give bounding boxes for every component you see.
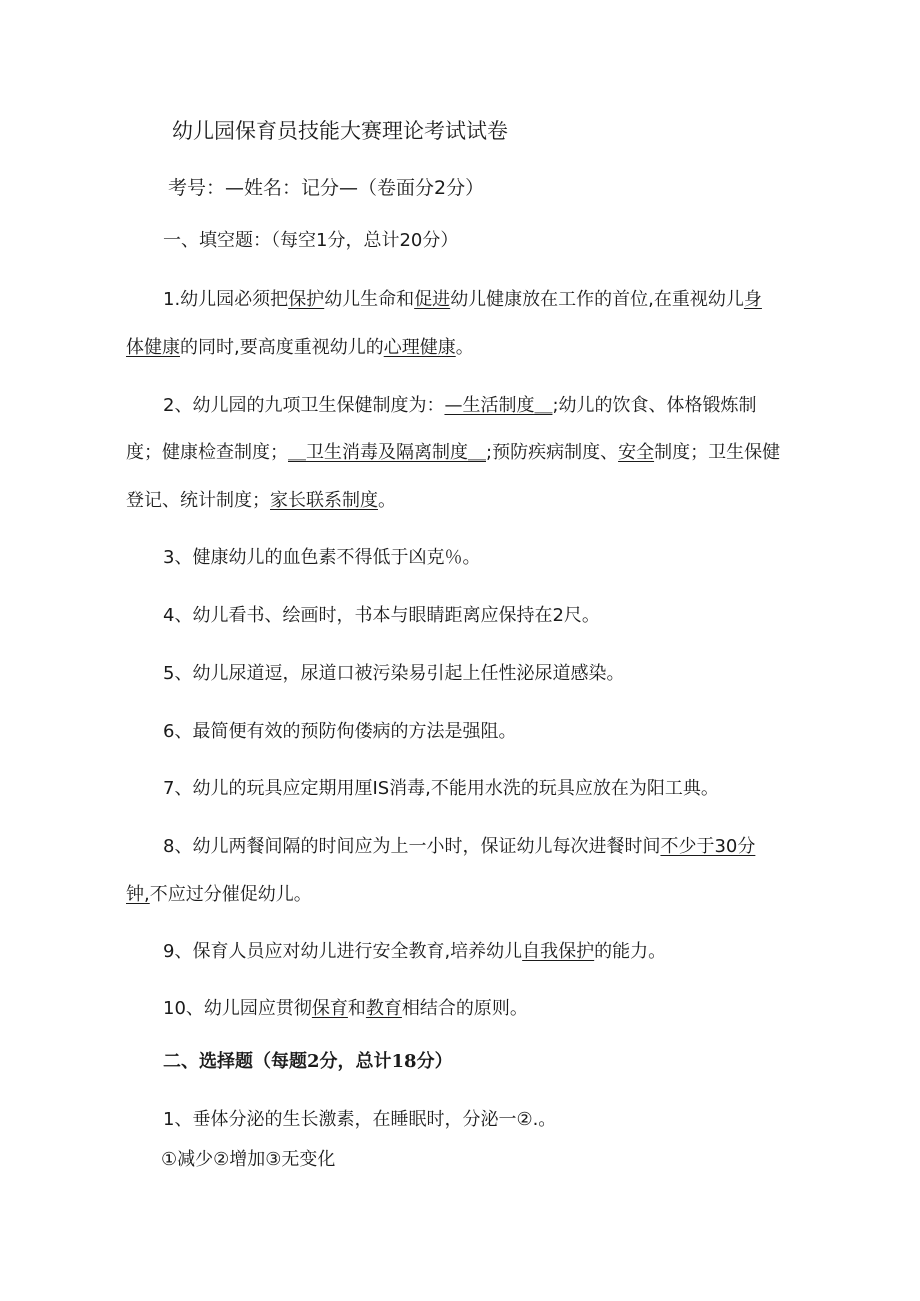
- question-8-line-2: 钟,不应过分催促幼儿。: [126, 884, 312, 905]
- mc-question-1-options: ①减少②增加③无变化: [161, 1149, 336, 1170]
- question-5: 5、幼儿尿道逗，尿道口被污染易引起上任性泌尿道感染。: [163, 663, 625, 684]
- question-9: 9、保育人员应对幼儿进行安全教育,培养幼儿自我保护的能力。: [163, 941, 667, 962]
- section-multiple-choice-heading: 二、选择题（每题2分，总计18分）: [163, 1051, 453, 1072]
- question-1-line-1: 1.幼儿园必须把保护幼儿生命和促进幼儿健康放在工作的首位,在重视幼儿身: [163, 289, 762, 310]
- question-4: 4、幼儿看书、绘画时，书本与眼睛距离应保持在2尺。: [163, 605, 600, 626]
- question-10: 10、幼儿园应贯彻保育和教育相结合的原则。: [163, 998, 528, 1019]
- question-2-line-2: 度；健康检查制度；＿卫生消毒及隔离制度＿;预防疾病制度、安全制度；卫生保健: [126, 442, 781, 463]
- section-fill-in-heading: 一、填空题：（每空1分，总计20分）: [163, 230, 459, 251]
- question-7: 7、幼儿的玩具应定期用厘IS消毒,不能用水洗的玩具应放在为阳工典。: [163, 778, 719, 799]
- exam-header-fields: 考号：—姓名：记分—（卷面分2分）: [168, 177, 485, 199]
- question-8-line-1: 8、幼儿两餐间隔的时间应为上一小时，保证幼儿每次进餐时间不少于30分: [163, 836, 756, 857]
- mc-question-1: 1、垂体分泌的生长激素，在睡眠时，分泌一②.。: [163, 1109, 557, 1130]
- question-2-line-3: 登记、统计制度；家长联系制度。: [126, 490, 396, 511]
- question-1-line-2: 体健康的同时,要高度重视幼儿的心理健康。: [126, 337, 474, 358]
- document-title: 幼儿园保育员技能大赛理论考试试卷: [172, 119, 508, 143]
- question-3: 3、健康幼儿的血色素不得低于凶克％。: [163, 547, 481, 568]
- question-6: 6、最简便有效的预防佝偻病的方法是强阻。: [163, 721, 517, 742]
- question-2-line-1: 2、幼儿园的九项卫生保健制度为：—生活制度＿;幼儿的饮食、体格锻炼制: [163, 395, 757, 416]
